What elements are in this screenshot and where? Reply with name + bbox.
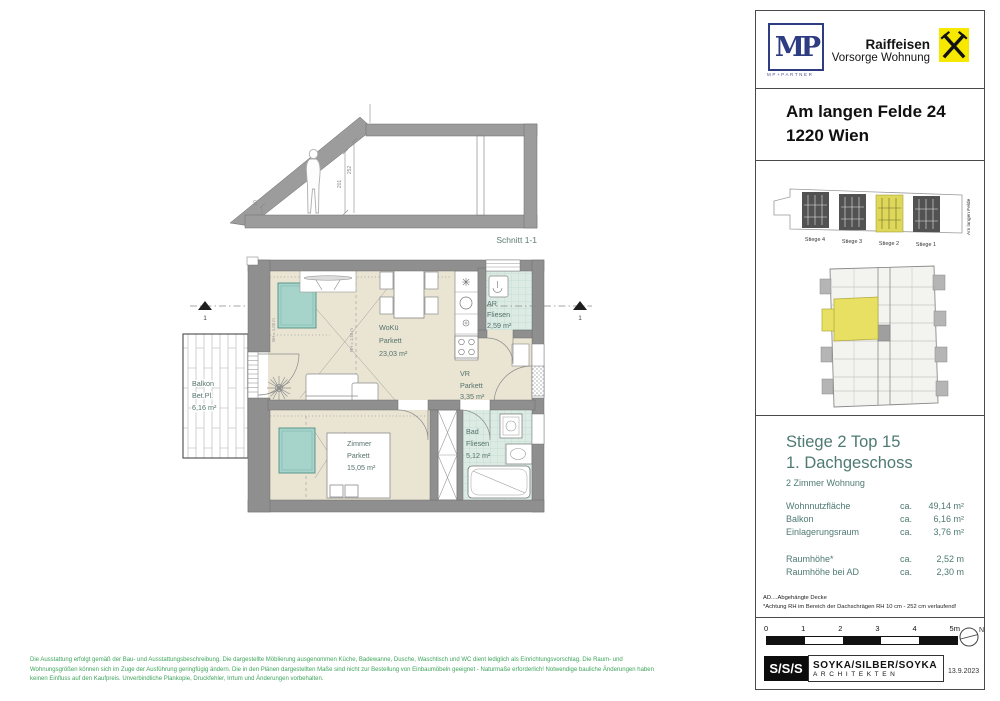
svg-text:Balkon: Balkon (192, 379, 214, 388)
svg-text:3,35 m²: 3,35 m² (460, 392, 485, 401)
floor-key-plan (814, 263, 954, 411)
sink-icon (460, 297, 472, 309)
tick-1: 1 (801, 624, 806, 633)
site-labels (805, 237, 936, 248)
tick-3: 3 (875, 624, 880, 633)
section-drawing (230, 104, 537, 245)
keyplan-section (756, 161, 984, 416)
footnote-line1: AD....Abgehängte Decke (763, 595, 827, 601)
svg-text:15,05 m²: 15,05 m² (347, 463, 376, 472)
entry-door (532, 344, 544, 398)
dim-10: 10 (253, 200, 259, 206)
washbasin-icon (506, 444, 532, 464)
svg-text:Bet.Pl.: Bet.Pl. (192, 391, 214, 400)
footnote-line2: *Achtung RH im Bereich der Dachschrägen RH 10 cm - 252 cm verlaufend! (763, 604, 957, 611)
section-marker-right-label: 1 (578, 315, 582, 322)
svg-text:Parkett: Parkett (379, 336, 402, 345)
footnotes (763, 594, 956, 613)
address-line2: 1220 Wien (786, 125, 869, 145)
area-table (786, 500, 964, 539)
row-amount: 6,16 m² (933, 514, 964, 524)
table-row (786, 566, 964, 579)
raiffeisen-icon (939, 28, 969, 62)
architect-logo: S/S/S (764, 656, 808, 681)
block-stiege1 (913, 196, 940, 232)
section-marker-left (198, 301, 212, 310)
svg-text:6,16 m²: 6,16 m² (192, 403, 217, 412)
unit-title-line1: Stiege 2 Top 15 (786, 433, 901, 451)
label-stiege2: Stiege 2 (878, 241, 900, 247)
disclaimer-line3: keinen Einfluss auf den Kaufpreis. Unverbindliche Plankopie, Druckfehler, Irrtum und Änderungen vorbehalten. (30, 676, 324, 683)
svg-text:VR: VR (460, 369, 470, 378)
dim-201: 201 (337, 179, 343, 189)
section-floor-slab (245, 215, 537, 228)
row-amount: 49,14 m² (928, 501, 964, 511)
section-marker-right (573, 301, 587, 310)
svg-text:Bad: Bad (466, 427, 479, 436)
section-right-wall (524, 124, 537, 228)
north-label: N (979, 627, 985, 634)
svg-text:Fliesen: Fliesen (487, 310, 511, 319)
section-partition (477, 136, 484, 215)
row-label: Raumhöhe bei AD (786, 567, 860, 577)
unit-title-line2: 1. Dachgeschoss (786, 454, 913, 473)
block-stiege4 (802, 192, 829, 228)
project-address (786, 100, 946, 148)
svg-text:2,59 m²: 2,59 m² (487, 321, 512, 330)
logo-section (756, 11, 984, 89)
disclaimer-line1: Die Ausstattung erfolgt gemäß der Bau- und Ausstattungsbeschreibung. Die dargestellte Möblierung ausgenommen Küche, Badewanne, Dusche, Waschtisch und WC dient lediglich als Einrichtungsvorschlag. Die Raum- und (30, 657, 623, 663)
ar-fixture (489, 276, 508, 297)
dim-252: 252 (347, 165, 353, 175)
raiffeisen-wordmark (832, 38, 930, 64)
unit-type: 2 Zimmer Wohnung (786, 478, 865, 488)
mp-logo-letters: MP (774, 31, 818, 63)
section-title: Schnitt 1-1 (496, 235, 537, 245)
street-label: Am langen Felde (967, 198, 972, 235)
table-row (786, 553, 964, 566)
wardrobe (438, 410, 457, 500)
architect-name: SOYKA/SILBER/SOYKA (813, 659, 938, 671)
row-label: Einlagerungsraum (786, 527, 860, 537)
table-row (786, 526, 964, 539)
table-row (786, 513, 964, 526)
block-stiege2-highlight (876, 195, 903, 232)
mp-logo (768, 23, 824, 71)
disclaimer-line2: Wohnungsgrößen können sich im Zuge der Ausführung geringfügig ändern. Die in den Plänen dargestellten Maße sind nicht zur Bestellung von Einbaumöbeln geeignet - Naturmaße erforderlich! Notwendige bauliche Änderungen haben (30, 666, 654, 673)
svg-text:AR: AR (487, 299, 497, 308)
label-stiege4: Stiege 4 (804, 237, 826, 243)
unit-title (786, 432, 913, 475)
floor-plan (183, 257, 592, 512)
mp-logo-subtext: MP+PARTNER (767, 72, 814, 77)
wall-notch (247, 257, 258, 265)
label-stiege1: Stiege 1 (915, 242, 937, 248)
architect-name-box (808, 655, 944, 682)
row-label: Raumhöhe* (786, 554, 834, 564)
shaft (532, 414, 544, 444)
row-amount: 3,76 m² (933, 527, 964, 537)
annotation-bh: BH = 1,00 m (271, 318, 276, 342)
raiffeisen-line1: Raiffeisen (865, 37, 930, 52)
tick-4: 4 (912, 624, 917, 633)
label-stiege3: Stiege 3 (841, 239, 863, 245)
height-table (786, 553, 964, 579)
unit-info-section (756, 416, 984, 618)
row-amount: 2,30 m (936, 567, 964, 577)
svg-text:5,12 m²: 5,12 m² (466, 451, 491, 460)
footer-section (756, 618, 984, 689)
table-row (786, 500, 964, 513)
vent-icon (462, 278, 470, 286)
row-prefix: ca. (900, 527, 913, 537)
north-compass-icon (958, 622, 986, 655)
svg-text:Parkett: Parkett (347, 451, 370, 460)
row-label: Balkon (786, 514, 814, 524)
ar-window (486, 260, 520, 271)
row-prefix: ca. (900, 501, 913, 511)
svg-text:WoKü: WoKü (379, 323, 399, 332)
address-section (756, 89, 984, 161)
raiffeisen-line2: Vorsorge Wohnung (831, 52, 930, 65)
keyplan-stairs (878, 325, 890, 341)
annotation-rh: RH = 1,50 m (349, 328, 354, 352)
svg-text:Fliesen: Fliesen (466, 439, 490, 448)
roof-window-zimmer (279, 428, 315, 473)
scale-bar (766, 636, 958, 645)
scalebar-ticks (764, 624, 960, 633)
site-plan (762, 175, 978, 265)
entry-shelf (512, 344, 529, 366)
tick-2: 2 (838, 624, 843, 633)
row-prefix: ca. (900, 514, 913, 524)
svg-text:Zimmer: Zimmer (347, 439, 372, 448)
rack (300, 268, 356, 292)
keyplan-unit-highlight (822, 297, 878, 341)
address-line1: Am langen Felde 24 (786, 102, 946, 121)
row-label: Wohnnutzfläche (786, 501, 851, 511)
plan-date: 13.9.2023 (948, 668, 980, 675)
disclaimer (30, 656, 730, 685)
washing-machine-icon (500, 414, 522, 438)
section-top-slab (366, 124, 537, 136)
row-amount: 2,52 m (936, 554, 964, 564)
tick-5: 5m (949, 624, 960, 633)
title-block-panel (755, 10, 985, 690)
kitchen (455, 271, 478, 360)
svg-text:Parkett: Parkett (460, 381, 483, 390)
row-prefix: ca. (900, 567, 913, 577)
plant (267, 376, 291, 400)
architect-subtitle: ARCHITEKTEN (813, 670, 899, 678)
tick-0: 0 (764, 624, 769, 633)
section-marker-left-label: 1 (203, 315, 207, 322)
bathtub-icon (468, 466, 530, 498)
stove-icon (455, 336, 478, 358)
block-stiege3 (839, 194, 866, 230)
svg-text:23,03 m²: 23,03 m² (379, 349, 408, 358)
balcony-door-threshold (248, 352, 258, 398)
row-prefix: ca. (900, 554, 913, 564)
